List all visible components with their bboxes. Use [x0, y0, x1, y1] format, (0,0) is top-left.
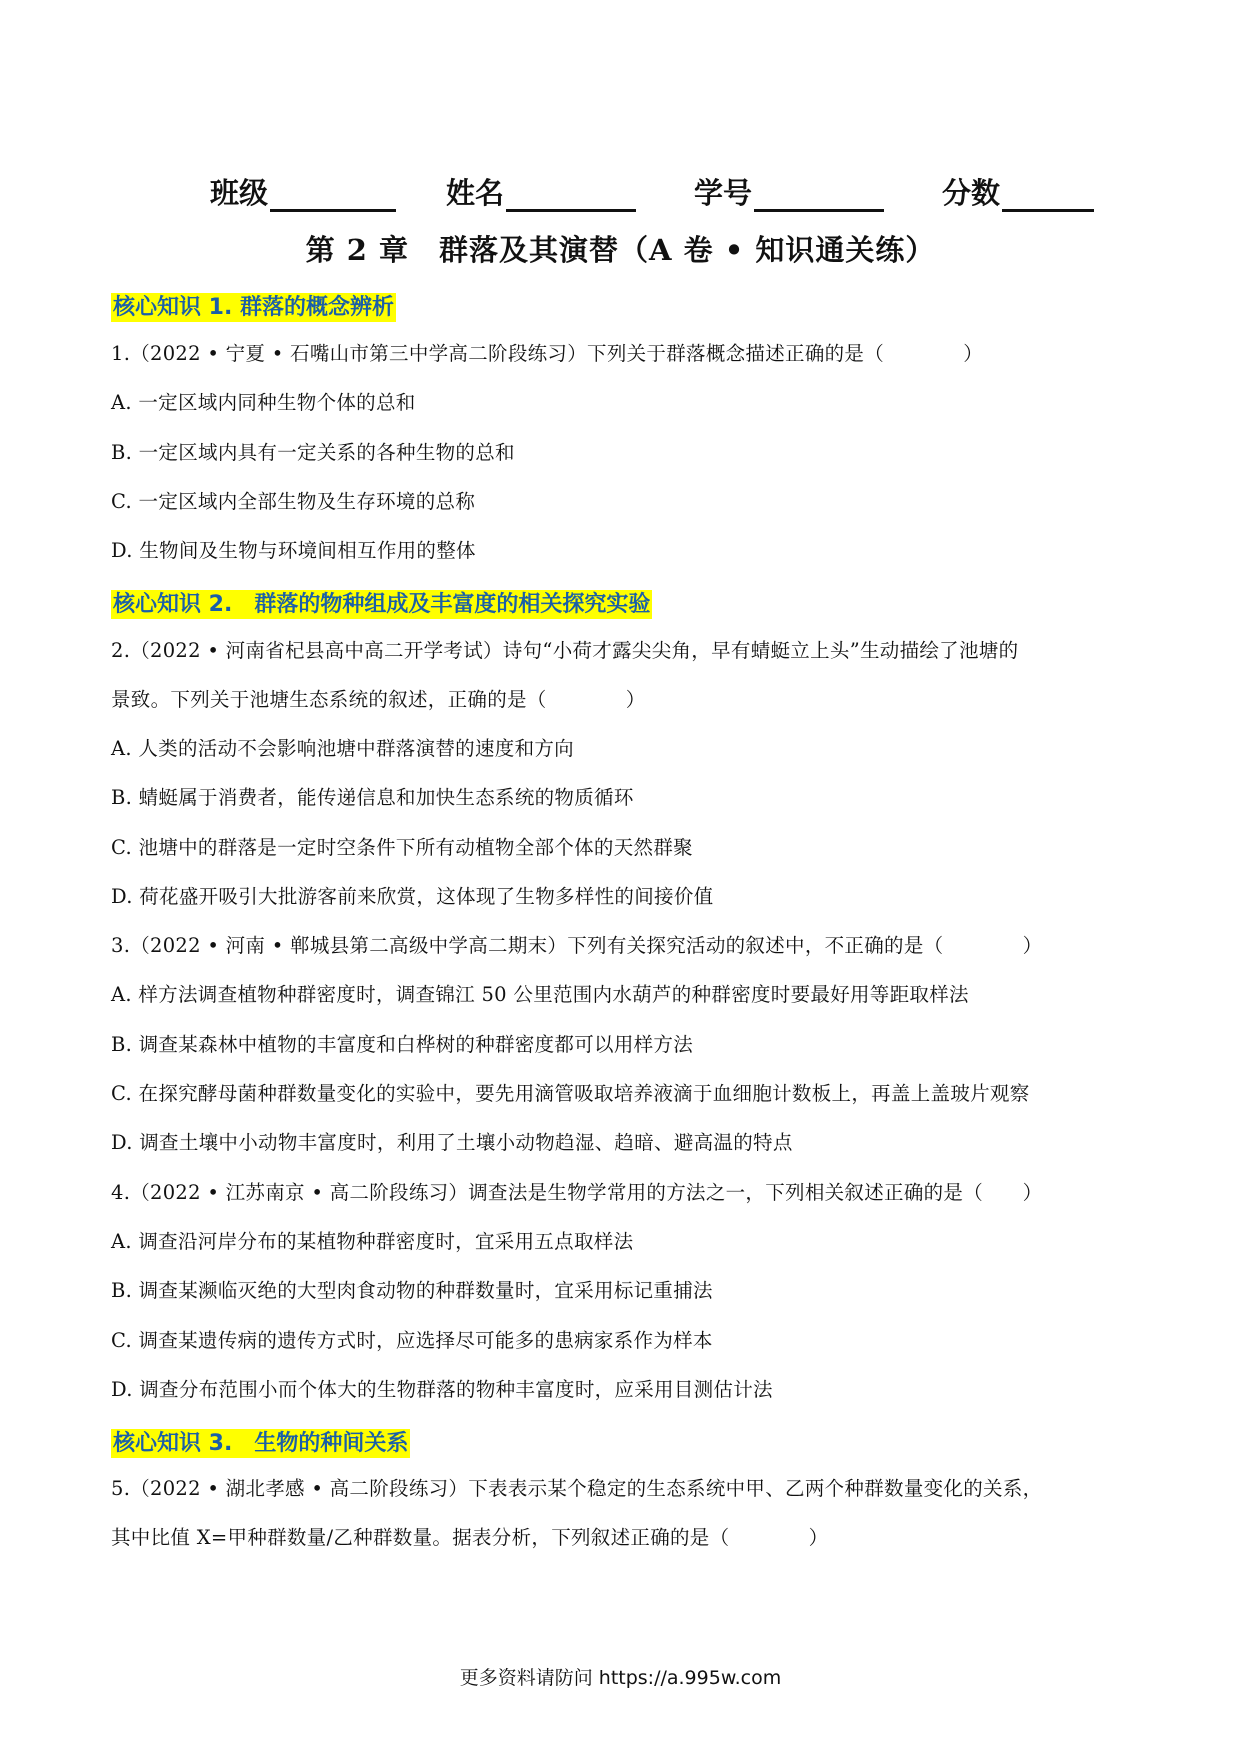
score-label: 分数: [942, 176, 1001, 210]
question-3-option-b: B. 调查某森林中植物的丰富度和白桦树的种群密度都可以用样方法: [111, 1033, 694, 1056]
question-2-option-b: B. 蜻蜓属于消费者，能传递信息和加快生态系统的物质循环: [111, 786, 634, 809]
name-label: 姓名: [446, 176, 505, 210]
class-label: 班级: [210, 176, 269, 210]
class-field[interactable]: [210, 171, 446, 212]
section-heading-2: [111, 587, 652, 618]
question-2-stem-line-2: 景致。下列关于池塘生态系统的叙述，正确的是（ ）: [111, 688, 646, 711]
question-4-option-a: A. 调查沿河岸分布的某植物种群密度时，宜采用五点取样法: [111, 1230, 634, 1253]
question-4-stem: 4.（2022 • 江苏南京 • 高二阶段练习）调查法是生物学常用的方法之一，下列相关叙述正确的是（ ）: [111, 1181, 1043, 1204]
question-1-option-b: B. 一定区域内具有一定关系的各种生物的总和: [111, 441, 515, 464]
footer-link[interactable]: 更多资料请防问 https://a.995w.com: [459, 1667, 782, 1689]
student-id-blank[interactable]: [754, 177, 884, 212]
section-heading-1: [111, 290, 396, 321]
question-2-stem-line-1: 2.（2022 • 河南省杞县高中高二开学考试）诗句“小荷才露尖尖角，早有蜻蜓立上头”生动描绘了池塘的: [111, 639, 1019, 662]
question-2-option-d: D. 荷花盛开吸引大批游客前来欣赏，这体现了生物多样性的间接价值: [111, 885, 714, 908]
score-blank[interactable]: [1002, 177, 1094, 212]
question-3-option-a: A. 样方法调查植物种群密度时，调查锦江 50 公里范围内水葫芦的种群密度时要最好用等距取样法: [111, 983, 969, 1006]
question-5-stem-line-2: 其中比值 X=甲种群数量/乙种群数量。据表分析，下列叙述正确的是（ ）: [111, 1526, 829, 1549]
section-heading-text: 核心知识 1. 群落的概念辨析: [113, 295, 394, 320]
name-blank[interactable]: [506, 177, 636, 212]
section-heading-text: 核心知识 3. 生物的种间关系: [113, 1431, 409, 1456]
question-3-option-d: D. 调查土壤中小动物丰富度时，利用了土壤小动物趋湿、趋暗、避高温的特点: [111, 1131, 793, 1154]
question-4-option-c: C. 调查某遗传病的遗传方式时，应选择尽可能多的患病家系作为样本: [111, 1329, 713, 1352]
document-title: 第 2 章 群落及其演替（A 卷 • 知识通关练）: [305, 233, 936, 267]
name-field[interactable]: [446, 171, 694, 212]
question-5-stem-line-1: 5.（2022 • 湖北孝感 • 高二阶段练习）下表表示某个稳定的生态系统中甲、乙两个种群数量变化的关系，: [111, 1477, 1043, 1500]
question-1-option-c: C. 一定区域内全部生物及生存环境的总称: [111, 490, 476, 513]
question-2-option-c: C. 池塘中的群落是一定时空条件下所有动植物全部个体的天然群聚: [111, 836, 693, 859]
student-id-label: 学号: [694, 176, 753, 210]
question-1-option-a: A. 一定区域内同种生物个体的总和: [111, 391, 416, 414]
section-heading-3: [111, 1426, 410, 1457]
question-3-stem: 3.（2022 • 河南 • 郸城县第二高级中学高二期末）下列有关探究活动的叙述中，不正确的是（ ）: [111, 934, 1043, 957]
section-heading-text: 核心知识 2. 群落的物种组成及丰富度的相关探究实验: [113, 592, 651, 617]
question-4-option-b: B. 调查某濒临灭绝的大型肉食动物的种群数量时，宜采用标记重捕法: [111, 1279, 713, 1302]
question-1-option-d: D. 生物间及生物与环境间相互作用的整体: [111, 539, 476, 562]
score-field[interactable]: [942, 171, 1122, 212]
question-4-option-d: D. 调查分布范围小而个体大的生物群落的物种丰富度时，应采用目测估计法: [111, 1378, 773, 1401]
question-2-option-a: A. 人类的活动不会影响池塘中群落演替的速度和方向: [111, 737, 574, 760]
student-id-field[interactable]: [694, 171, 942, 212]
question-3-option-c: C. 在探究酵母菌种群数量变化的实验中，要先用滴管吸取培养液滴于血细胞计数板上，再盖上盖玻片观察: [111, 1082, 1030, 1105]
student-info-row: [210, 162, 1140, 212]
class-blank[interactable]: [270, 177, 396, 212]
question-1-stem: 1.（2022 • 宁夏 • 石嘴山市第三中学高二阶段练习）下列关于群落概念描述正确的是（ ）: [111, 342, 984, 365]
